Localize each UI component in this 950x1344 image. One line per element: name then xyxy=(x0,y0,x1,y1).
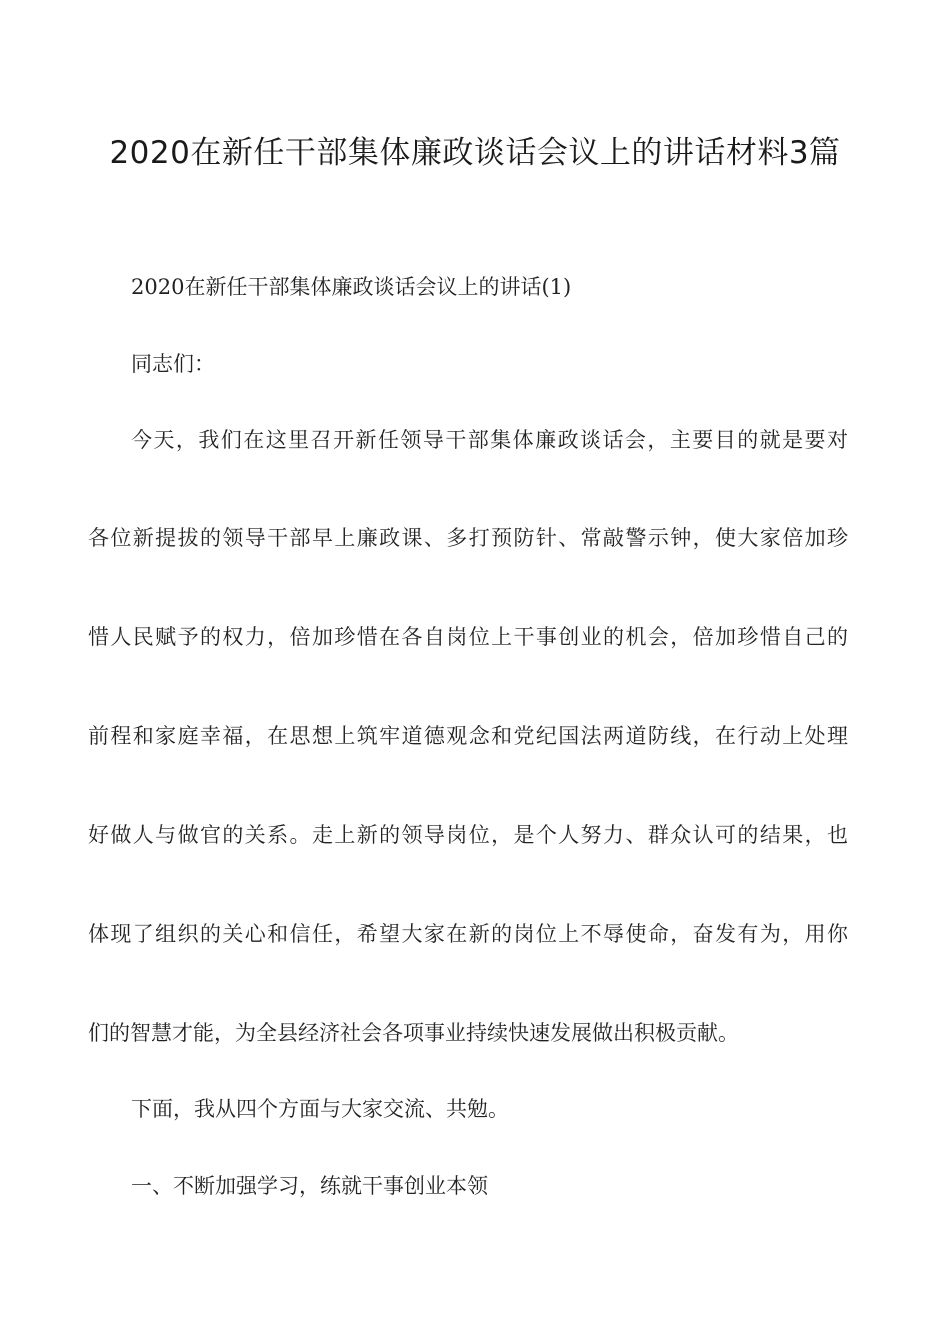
paragraph-transition: 下面，我从四个方面与大家交流、共勉。 xyxy=(131,1097,509,1121)
salutation: 同志们： xyxy=(131,352,215,376)
paragraph-line: 好做人与做官的关系。走上新的领导岗位，是个人努力、群众认可的结果，也 xyxy=(88,823,848,847)
paragraph-line: 体现了组织的关心和信任，希望大家在新的岗位上不辱使命，奋发有为，用你 xyxy=(88,922,848,946)
paragraph-line: 惜人民赋予的权力，倍加珍惜在各自岗位上干事创业的机会，倍加珍惜自己的 xyxy=(88,625,848,649)
document-title: 2020在新任干部集体廉政谈话会议上的讲话材料3篇 xyxy=(109,135,841,171)
section-heading-1: 一、不断加强学习，练就干事创业本领 xyxy=(131,1174,488,1198)
paragraph-line: 前程和家庭幸福，在思想上筑牢道德观念和党纪国法两道防线，在行动上处理 xyxy=(88,724,848,748)
speech-subtitle: 2020在新任干部集体廉政谈话会议上的讲话(1) xyxy=(131,275,572,299)
paragraph-line: 各位新提拔的领导干部早上廉政课、多打预防针、常敲警示钟，使大家倍加珍 xyxy=(88,526,848,550)
paragraph-line: 们的智慧才能，为全县经济社会各项事业持续快速发展做出积极贡献。 xyxy=(88,1021,739,1045)
paragraph-line: 今天，我们在这里召开新任领导干部集体廉政谈话会，主要目的就是要对 xyxy=(131,428,848,452)
